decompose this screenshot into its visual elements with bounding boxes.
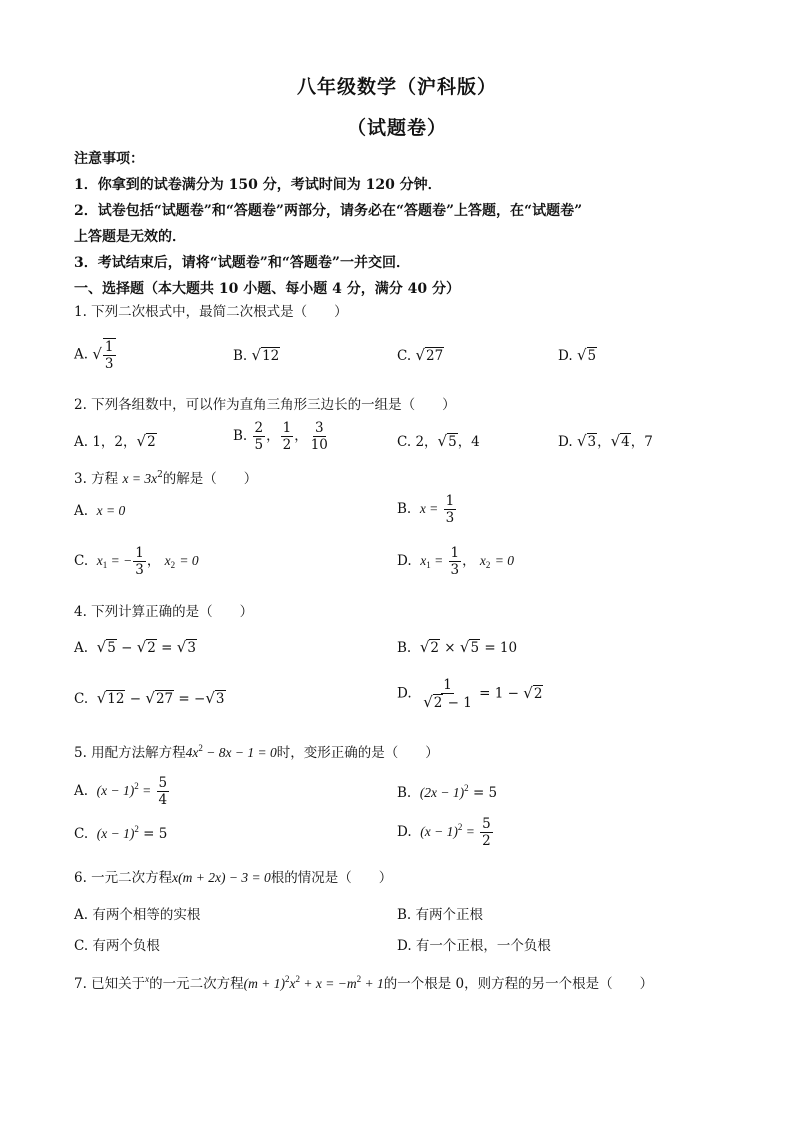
fraction-numerator: 5: [482, 816, 491, 832]
sqrt-argument: 5: [448, 434, 457, 450]
question-6-option-c: C. 有两个负根: [74, 938, 160, 954]
fraction-denominator: 2: [482, 833, 491, 849]
sqrt-expression: √3: [576, 432, 597, 450]
question-3-option-a: [74, 503, 125, 519]
option-label: C.: [397, 434, 412, 450]
option-label: A.: [74, 434, 89, 450]
question-4-option-c: C. √12 − √27 = −√3: [74, 689, 225, 707]
equation-lhs: x =: [419, 501, 439, 516]
question-2-option-d: D. √3，√4，7: [558, 432, 653, 450]
equation-rhs: = 5: [472, 785, 498, 801]
question-3-stem: 3. 方程 $x = 3x^2$的解是（ ）: [74, 470, 258, 487]
fraction-numerator: 1: [443, 677, 452, 693]
sqrt-expression: √5: [437, 432, 457, 450]
option-label: B.: [397, 501, 412, 517]
question-4-option-b: B. √2 × √5 = 10: [397, 638, 518, 656]
fraction-denominator: 10: [310, 437, 328, 453]
stem-text: 5. 用配方法解方程: [74, 745, 186, 761]
option-label: C.: [74, 826, 89, 842]
question-7-stem: 7. 已知关于$^x$的一元二次方程$(m + 1)^2x^2 + x = -m^2 + 1$的一个根是 0，则方程的另一个根是（ ）: [74, 974, 654, 992]
sqrt-argument: 2: [147, 434, 156, 450]
option-label: B.: [233, 428, 248, 444]
question-5-option-d: D. $(x - 1)^2$ = $\frac{5}{2}$: [397, 816, 491, 849]
notice-item-2: 2．试卷包括“试题卷”和“答题卷”两部分，请务必在“答题卷”上答题，在“试题卷”: [74, 203, 583, 219]
sqrt-argument: 5: [587, 348, 597, 364]
question-6-stem: 6. 一元二次方程x(m + 2x) − 3 = 0根的情况是（ ）: [74, 870, 393, 886]
option-label: D.: [397, 553, 412, 569]
sqrt-argument: 27: [426, 348, 444, 364]
option-text: ，4: [457, 434, 480, 450]
question-6-option-a: A. 有两个相等的实根: [74, 907, 201, 923]
fraction-denominator: 3: [445, 510, 455, 526]
stem-text: 3. 方程: [74, 471, 119, 487]
question-2-option-a: [74, 430, 157, 450]
question-4-stem: 4. 下列计算正确的是（ ）: [74, 604, 254, 620]
question-4-option-a: A. √5 − √2 = √3: [74, 638, 196, 656]
question-1-option-c: [397, 346, 444, 364]
fraction-denominator: 4: [158, 792, 168, 808]
fraction-numerator: 5: [158, 775, 168, 791]
equation: x = 0: [96, 503, 126, 518]
option-label: B.: [233, 348, 248, 364]
option-text: 1，2，: [92, 434, 137, 450]
fraction-numerator: 1: [450, 545, 460, 561]
question-3-option-c: C. $x_1$ = − $\frac{1}{3}$ ， $x_2 = 0$: [74, 545, 199, 578]
sqrt-argument: 12: [262, 348, 280, 364]
stem-text: 的一元二次方程: [149, 976, 244, 992]
option-label: A.: [74, 640, 89, 656]
sqrt-expression: √5: [576, 346, 597, 364]
fraction-numerator: 3: [315, 420, 324, 436]
question-2-option-b: B. $\frac{2}{5}$ ， $\frac{1}{2}$ ， $\frac{3}{10}$: [233, 420, 328, 453]
option-label: A.: [74, 503, 89, 519]
question-4-option-d: D. $\frac{1}{√2 - 1}$ = 1 − √2: [397, 677, 543, 711]
sqrt-expression: √27: [415, 346, 444, 364]
option-label: D.: [558, 434, 573, 450]
question-5-option-a: A. $(x - 1)^2$ = $\frac{5}{4}$: [74, 775, 168, 808]
question-2-option-c: [397, 430, 480, 450]
option-label: B.: [397, 640, 412, 656]
section-title: 一、选择题（本大题共 10 小题、每小题 4 分，满分 40 分）: [74, 281, 460, 297]
fraction-denominator: 3: [135, 562, 144, 578]
option-label: D.: [397, 824, 412, 840]
equation-rhs: = 0: [494, 553, 514, 568]
notice-item-2-cont: 上答题是无效的．: [74, 229, 186, 245]
fraction-numerator: 1: [135, 545, 144, 561]
option-text: 2，: [415, 434, 438, 450]
sqrt-expression: √4: [610, 432, 630, 450]
notice-item-1: 1．你拿到的试卷满分为 150 分，考试时间为 120 分钟．: [74, 177, 442, 193]
equation-rhs: = 0: [179, 553, 199, 568]
question-3-option-d: D. $x_1$ = $\frac{1}{3}$ ， $x_2 = 0$: [397, 545, 514, 578]
page-subtitle: （试题卷）: [346, 117, 447, 139]
fraction-denominator: 2: [282, 437, 292, 453]
question-3-option-b: [397, 493, 457, 526]
notice-item-3: 3．考试结束后，请将“试题卷”和“答题卷”一并交回．: [74, 255, 410, 271]
fraction-numerator: 1: [282, 420, 292, 436]
fraction-numerator: 2: [254, 420, 264, 436]
equation-rhs: = 10: [484, 640, 518, 656]
notice-heading: 注意事项：: [74, 151, 144, 167]
option-text: ，7: [630, 434, 653, 450]
fraction-numerator: 1: [445, 493, 455, 509]
sqrt-expression: √ $\frac{1}{3}$: [92, 339, 114, 372]
fraction-denominator: 3: [104, 356, 114, 372]
page-title: 八年级数学（沪科版）: [296, 76, 497, 98]
question-5-stem: 5. 用配方法解方程$4x^2 - 8x - 1 = 0$时，变形正确的是（ ）: [74, 743, 439, 761]
stem-text: 的一个根是 0，则方程的另一个根是（ ）: [383, 976, 654, 992]
sqrt-expression: √2: [136, 432, 156, 450]
option-label: D.: [558, 348, 573, 364]
stem-text: 7. 已知关于: [74, 976, 146, 992]
notice-block: [74, 146, 734, 302]
fraction-numerator: 1: [104, 339, 114, 355]
sqrt-argument: 4: [621, 434, 630, 450]
equation-rhs: = 5: [143, 826, 168, 842]
stem-text: 的解是（ ）: [162, 471, 258, 487]
fraction-denominator: 5: [254, 437, 264, 453]
stem-text: 时，变形正确的是（ ）: [276, 745, 439, 761]
sqrt-argument: 3: [587, 434, 597, 450]
stem-text: 根的情况是（ ）: [270, 870, 393, 886]
equation: x = 3x: [122, 471, 158, 486]
question-5-option-b: B. $(2x - 1)^2 = 5$: [397, 783, 498, 801]
option-label: C.: [74, 553, 89, 569]
question-6-option-d: D. 有一个正根，一个负根: [397, 938, 551, 954]
question-2-stem: 2. 下列各组数中，可以作为直角三角形三边长的一组是（ ）: [74, 397, 456, 413]
question-6-option-b: B. 有两个正根: [397, 907, 484, 923]
question-1-option-b: [233, 346, 280, 364]
fraction-denominator: 3: [450, 562, 460, 578]
question-1-option-d: [558, 346, 597, 364]
option-label: C.: [397, 348, 412, 364]
option-label: B.: [397, 785, 412, 801]
question-1-option-a: [74, 338, 117, 372]
option-label: C.: [74, 691, 89, 707]
question-5-option-c: C. $(x - 1)^2 = 5$: [74, 824, 168, 842]
option-label: D.: [397, 685, 412, 702]
question-1-stem: 1. 下列二次根式中，最简二次根式是（ ）: [74, 304, 348, 320]
option-label: A.: [74, 783, 89, 799]
option-label: A.: [74, 346, 89, 363]
sqrt-expression: √12: [251, 346, 280, 364]
stem-text: 6. 一元二次方程: [74, 870, 173, 886]
